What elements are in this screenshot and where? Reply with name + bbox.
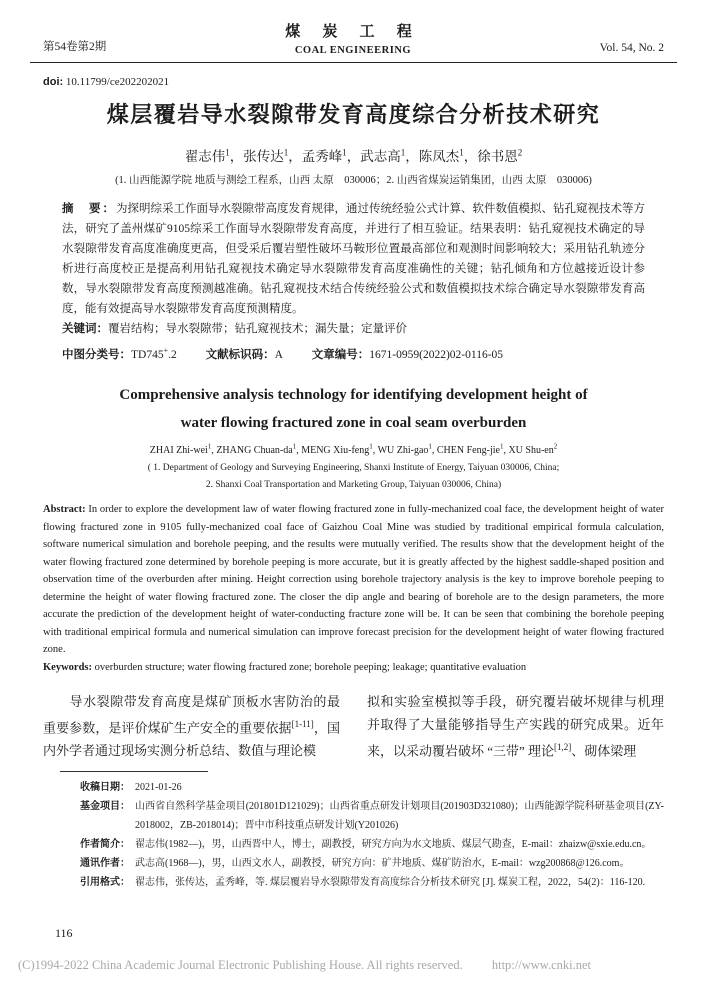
- footnote-text: 武志高(1968—)，男，山西文水人，副教授，研究方向：矿井地质、煤矿防治水，E-mail：wzg200868@126.com。: [135, 858, 630, 870]
- citation-ref: [1-11]: [291, 719, 314, 730]
- journal-title-en: COAL ENGINEERING: [294, 45, 412, 56]
- affiliation-cn: (1. 山西能源学院 地质与测绘工程系，山西 太原 030006；2. 山西省煤炭运销集团，山西 太原 030006): [115, 175, 592, 186]
- article-title-en-line2: water flowing fractured zone in coal seam overburden: [180, 414, 527, 431]
- citation-ref: [1,2]: [554, 742, 572, 753]
- masthead-rule: [30, 62, 677, 63]
- footnote-rule: [60, 771, 208, 772]
- author-en: CHEN Feng-jie$^1$,: [436, 442, 509, 457]
- body-columns: [43, 690, 664, 762]
- article-number: 文章编号：1671-0959(2022)02-0116-05: [311, 348, 504, 361]
- footnote-text: 山西省自然科学基金项目(201801D121029)；山西省重点研发计划项目(201903D321080)；山西能源学院科研基金项目(ZY-2018002，ZB-2018014)；晋中市科技重点研发计划(Y201026): [135, 801, 664, 832]
- author-cn: 张传达$^1$，: [243, 147, 302, 164]
- clc-number: 中图分类号：TD745+.2: [62, 346, 177, 361]
- footnotes: [43, 778, 664, 892]
- author-en: ZHANG Chuan-$da^1$,: [216, 442, 302, 457]
- author-en: XU Shu-$en^2$: [508, 442, 558, 457]
- author-en: MENG Xiu-feng$^1$,: [301, 442, 378, 457]
- keywords-cn-label: 关键词：: [62, 323, 108, 335]
- keywords-cn: [62, 319, 645, 339]
- footnote-row-author-bio: [80, 835, 664, 854]
- author-cn: 陈凤杰$^1$，: [418, 147, 478, 164]
- document-code: 文献标识码：A: [205, 348, 283, 361]
- affiliation-en: [43, 460, 664, 494]
- abstract-en-text: In order to explore the development law of water flowing fractured zone in fully-mechanized coal face, the development height of water flowing fractured zone in 9105 fully-mechanized coal face of Gaizhou Coal Mine was studied by traditional empirical formula calculation, software numerical simulation and borehole peeping, and the results were mutually verified. The results show that the development height of the water flowing fractured zone determined by borehole peeping is more accurate, but it is greatly affected by the highest saddle-shaped position and observation time of the overburden after mining. Height correction using borehole trajectory analysis is the key to improve borehole peeping to determine the height of water flowing fractured zone. The closer the dip angle and bearing of borehole are to the design parameters, the more accurate the prediction of the development height of water-conducting fracture zone will be. It can be seen that combining the borehole peeping with traditional empirical formula and numerical simulation can improve forecast precision for the development height of water flowing fractured zone.: [43, 504, 664, 656]
- footnote-text: 翟志伟(1982—)，男，山西晋中人，博士，副教授，研究方向为水文地质、煤层气勘查，E-mail：zhaizw@sxie.edu.cn。: [135, 839, 652, 851]
- footnote-label: 作者简介：: [80, 839, 130, 851]
- doi-line: [43, 76, 664, 88]
- footnote-text: 2021-01-26: [135, 782, 182, 794]
- cnki-url: http://www.cnki.net: [491, 958, 592, 972]
- footnote-label: 收稿日期：: [80, 782, 130, 794]
- copyright-text: (C)1994-2022 China Academic Journal Electronic Publishing House. All rights reserved.: [18, 958, 463, 972]
- abstract-cn: [62, 199, 645, 319]
- abstract-cn-label: 摘 要：: [62, 203, 116, 215]
- body-column-left: 导水裂隙带发育高度是煤矿顶板水害防治的最重要参数，是评价煤矿生产安全的重要依据[1-11]，国内外学者通过现场实测分析总结、数值与理论模: [43, 694, 340, 759]
- body-column-right: 拟和实验室模拟等手段，研究覆岩破坏规律与机理并取得了大量能够指导生产实践的研究成果。近年来，以采动覆岩破坏 “三带” 理论[1,2]、砌体梁理: [367, 694, 664, 759]
- footnote-text: 翟志伟，张传达，孟秀峰，等. 煤层覆岩导水裂隙带发育高度综合分析技术研究 [J]. 煤炭工程，2022，54(2)：116-120.: [135, 877, 646, 889]
- doi-value: 10.11799/ce202202021: [65, 76, 170, 88]
- author-cn: 徐书恩$^2$: [477, 147, 523, 164]
- copyright-line: [18, 958, 591, 973]
- authors-en: [43, 443, 664, 456]
- author-cn: 武志高$^1$，: [360, 147, 419, 164]
- authors-cn: [43, 145, 664, 165]
- abstract-en: [43, 501, 664, 659]
- issue-cn: 第54卷第2期: [43, 41, 107, 53]
- author-cn: 翟志伟$^1$，: [184, 147, 244, 164]
- author-en: WU Zhi-gao$^1$,: [377, 442, 437, 457]
- keywords-en-label: Keywords:: [43, 661, 92, 673]
- footnote-label: 通讯作者：: [80, 858, 130, 870]
- author-en: ZHAI Zhi-wei$^1$,: [149, 442, 217, 457]
- footnote-row-citation-format: [80, 873, 664, 892]
- article-title-en: [43, 381, 664, 437]
- page-number: 116: [55, 926, 73, 940]
- author-cn: 孟秀峰$^1$，: [301, 147, 361, 164]
- doi-label: doi:: [43, 76, 64, 88]
- keywords-cn-text: 覆岩结构；导水裂隙带；钻孔窥视技术；漏失量；定量评价: [108, 323, 407, 335]
- journal-title-cn: 煤 炭 工 程: [285, 23, 421, 40]
- footnote-label: 引用格式：: [80, 877, 130, 889]
- article-meta-line: [62, 341, 645, 365]
- article-title-cn: 煤层覆岩导水裂隙带发育高度综合分析技术研究: [106, 102, 601, 127]
- affiliation-en-line2: 2. Shanxi Coal Transportation and Marketing Group, Taiyuan 030006, China): [205, 480, 502, 491]
- keywords-en-text: overburden structure; water flowing fractured zone; borehole peeping; leakage; quantitative evaluation: [94, 661, 527, 673]
- affiliation-en-line1: ( 1. Department of Geology and Surveying Engineering, Shanxi Institute of Energy, Taiyuan 030006, China;: [147, 463, 560, 474]
- journal-name-block: [106, 20, 599, 56]
- abstract-en-label: Abstract:: [43, 504, 86, 516]
- issue-en: Vol. 54, No. 2: [599, 42, 664, 54]
- keywords-en: [43, 659, 664, 677]
- abstract-cn-text: 为探明综采工作面导水裂隙带高度发育规律，通过传统经验公式计算、软件数值模拟、钻孔窥视技术等方法，研究了盖州煤矿9105综采工作面导水裂隙带发育高度，并进行了相互验证。结果表明：钻孔窥视技术确定的导水裂隙带发育高度准确度更高，但受采后覆岩塑性破坏马鞍形位置最高部位和观测时间影响较大；采用钻孔轨迹分析进行高度校正是提高利用钻孔窥视技术确定导水裂隙带发育高度准确性的关键；钻孔倾角和方位越接近设计参数，导水裂隙带发育高度预测越准确。钻孔窥视技术结合传统经验公式和数值模拟技术综合确定导水裂隙带发育高度，能有效提高导水裂隙带发育高度预测精度。: [62, 203, 645, 315]
- footnote-row-corresponding-author: [80, 854, 664, 873]
- footnote-label: 基金项目：: [80, 801, 130, 813]
- masthead: [43, 20, 664, 56]
- article-title-en-line1: Comprehensive analysis technology for identifying development height of: [119, 386, 588, 403]
- footnote-row-received: [80, 778, 664, 797]
- footnote-row-funding: [80, 797, 664, 835]
